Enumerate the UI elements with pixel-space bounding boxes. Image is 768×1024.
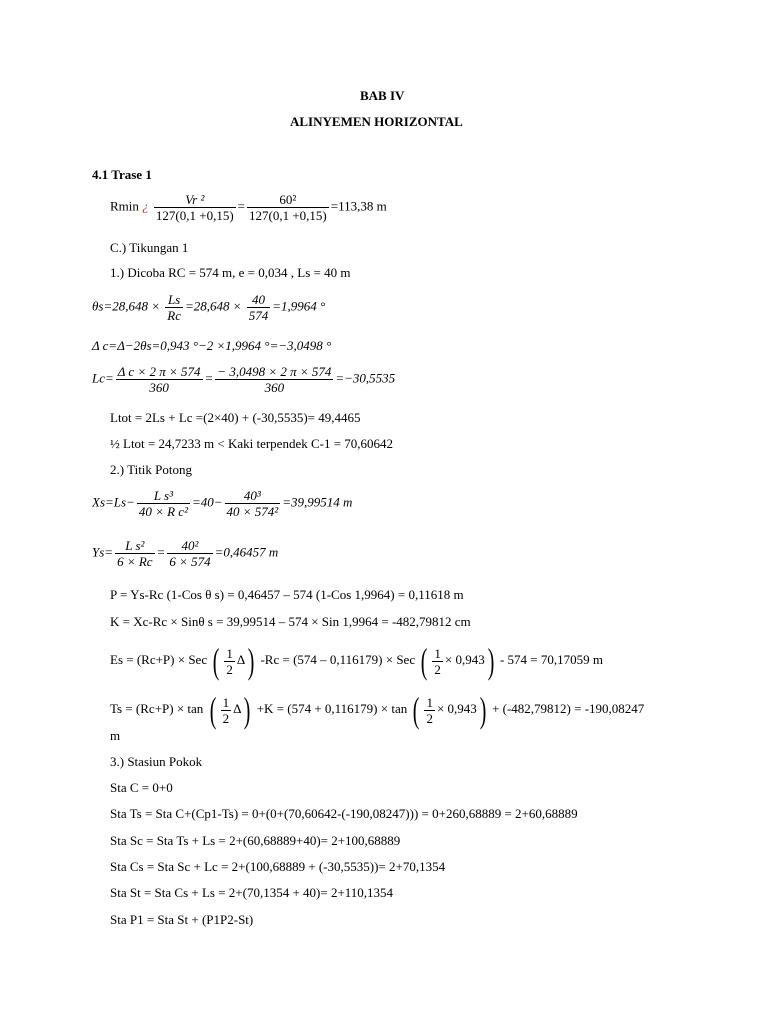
lc-den-2: 360 [215,379,333,395]
es-half-fraction-2 [432,646,443,677]
es-half-fraction-1 [224,646,235,677]
station-line: Sta Sc = Sta Ts + Ls = 2+(60,68889+40)= 2+100,68889 [110,833,401,848]
ts-post: + (-482,79812) = -190,08247 [492,700,645,716]
step-2: 2.) Titik Potong [110,462,193,477]
paren-right-icon: ) [487,641,495,681]
ys-formula: Ys= $\frac{\text{L s²}}{6 \times Rc}$ = $\frac{\text{40²}}{6 \times 574}$ =0,46457 m [92,538,279,569]
station-line: Sta C = 0+0 [110,780,173,795]
ts-half-num-2: 1 [426,694,433,710]
lc-fraction-2 [215,364,333,395]
theta-num-2: 40 [252,292,266,307]
paren-right-icon: ) [247,641,255,681]
theta-den-1: Rc [167,308,181,323]
xs-mid: =40− [191,494,223,510]
es-delta: Δ [236,651,246,667]
paren-right-icon: ) [244,690,251,730]
ts-half-fraction-1 [221,695,232,726]
p-line: P = Ys-Rc (1-Cos θ s) = 0,46457 – 574 (1-Cos 1,9964) = 0,11618 m [110,587,464,602]
section-heading: 4.1 Trase 1 [92,167,152,182]
theta-result: =1,9964 ° [272,298,326,314]
xs-num-1: L s³ [153,488,174,503]
es-formula [110,643,603,679]
delta-c-formula: Δ c=Δ−2θs=0,943 °−2 ×1,9964 °=−3,0498 ° [92,338,332,353]
station-line: Sta St = Sta Cs + Ls = 2+(70,1354 + 40)= 2+110,1354 [110,885,394,900]
lc-lhs: Lc= [92,370,114,386]
ys-fraction-2 [167,538,212,569]
rmin-label: Rmin [110,198,139,214]
es-pre: Es = (Rc+P) × Sec [110,651,208,667]
station-line: Sta P1 = Sta St + (P1P2-St) [110,912,254,927]
theta-num-1: Ls [167,292,181,307]
es-half-num-1: 1 [226,645,233,661]
ys-lhs: Ys= [92,544,114,560]
es-inner: × 0,943 [444,651,485,667]
rmin-num-2: 60² [279,192,297,207]
rmin-num-1: Vr ² [185,192,205,207]
paren-right-icon: ) [479,690,487,730]
es-half-num-2: 1 [434,645,441,661]
rmin-fraction-1 [154,192,236,223]
lc-den-1: 360 [116,379,203,395]
paren-left-icon: ( [209,690,216,730]
tikungan-heading: C.) Tikungan 1 [110,240,189,255]
lc-formula: Lc= $\frac{\text{Δ c × 2 π × 574}}{360}$ = $\frac{- 3,0498 \times 2 \pi \times 574}{360}$ =−30,5535 [92,364,396,395]
xs-formula [92,488,352,519]
ts-half-den-1: 2 [222,710,230,726]
ys-den-1: 6 × Rc [117,554,153,569]
xs-den-1: 40 × R c² [138,504,188,519]
es-half-den-1: 2 [226,661,233,677]
paren-left-icon: ( [213,641,220,681]
ts-mid: +K = (574 + 0,116179) × tan [256,700,408,716]
ts-half-num-1: 1 [222,694,230,710]
xs-fraction-1 [137,488,190,519]
ltot-line: Ltot = 2Ls + Lc =(2×40) + (-30,5535)= 49,4465 [110,410,361,425]
step-1: 1.) Dicoba RC = 574 m, e = 0,034 , Ls = 40 m [110,265,351,280]
lc-num-1: Δ c × 2 π × 574 [117,364,201,379]
rmin-formula: Rmin ¿ $\frac{\text{Vr ²}}{127(0,1 +0,15)}$ = $\frac{\text{60²}}{127(0,1 +0,15)}$ =113,38 m [110,192,387,223]
xs-result: =39,99514 m [282,494,353,510]
rmin-symbol: ¿ [142,198,149,214]
station-line: Sta Ts = Sta C+(Cp1-Ts) = 0+(0+(70,60642-(-190,08247))) = 0+260,68889 = 2+60,68889 [110,806,578,821]
ts-pre: Ts = (Rc+P) × tan [110,700,204,716]
ys-result: =0,46457 m [214,544,279,560]
ts-wrap: m [110,728,121,743]
theta-mid: =28,648 × [184,298,242,314]
ts-delta: Δ [233,700,242,716]
rmin-fraction-2 [247,192,329,223]
rmin-den-2: 127(0,1 +0,15) [249,208,327,223]
ys-den-2: 6 × 574 [169,554,211,569]
ys-num-2: 40² [181,538,199,553]
theta-den-2: 574 [248,308,269,323]
xs-fraction-2 [225,488,281,519]
xs-num-2: 40³ [243,488,261,503]
ts-formula [110,692,644,728]
theta-fraction-1 [165,292,183,323]
half-ltot-line: ½ Ltot = 24,7233 m < Kaki terpendek C-1 = 70,60642 [110,436,394,451]
step-3: 3.) Stasiun Pokok [110,754,203,769]
rmin-result: =113,38 m [330,198,387,214]
theta-formula [92,292,325,323]
xs-den-2: 40 × 574² [226,504,279,519]
xs-lhs: Xs=Ls− [92,494,135,510]
station-line: Sta Cs = Sta Sc + Lc = 2+(100,68889 + (-30,5535))= 2+70,1354 [110,859,446,874]
es-half-den-2: 2 [434,661,441,677]
ts-half-den-2: 2 [426,710,433,726]
paren-left-icon: ( [421,641,428,681]
chapter-title: ALINYEMEN HORIZONTAL [290,114,463,129]
ys-fraction-1 [115,538,154,569]
theta-lhs: θs=28,648 × [92,298,160,314]
paren-left-icon: ( [413,690,420,730]
lc-num-2: − 3,0498 × 2 π × 574 [217,364,332,379]
ts-half-fraction-2 [424,695,435,726]
es-mid: -Rc = (574 – 0,116179) × Sec [260,651,416,667]
lc-fraction-1 [116,364,203,395]
theta-fraction-2 [247,292,271,323]
chapter-label: BAB IV [360,88,405,103]
es-post: - 574 = 70,17059 m [499,651,603,667]
ts-inner: × 0,943 [436,700,477,716]
lc-result: =−30,5535 [335,370,396,386]
k-line: K = Xc-Rc × Sinθ s = 39,99514 – 574 × Sin 1,9964 = -482,79812 cm [110,614,471,629]
rmin-den-1: 127(0,1 +0,15) [155,208,234,223]
ys-num-1: L s² [125,538,145,553]
